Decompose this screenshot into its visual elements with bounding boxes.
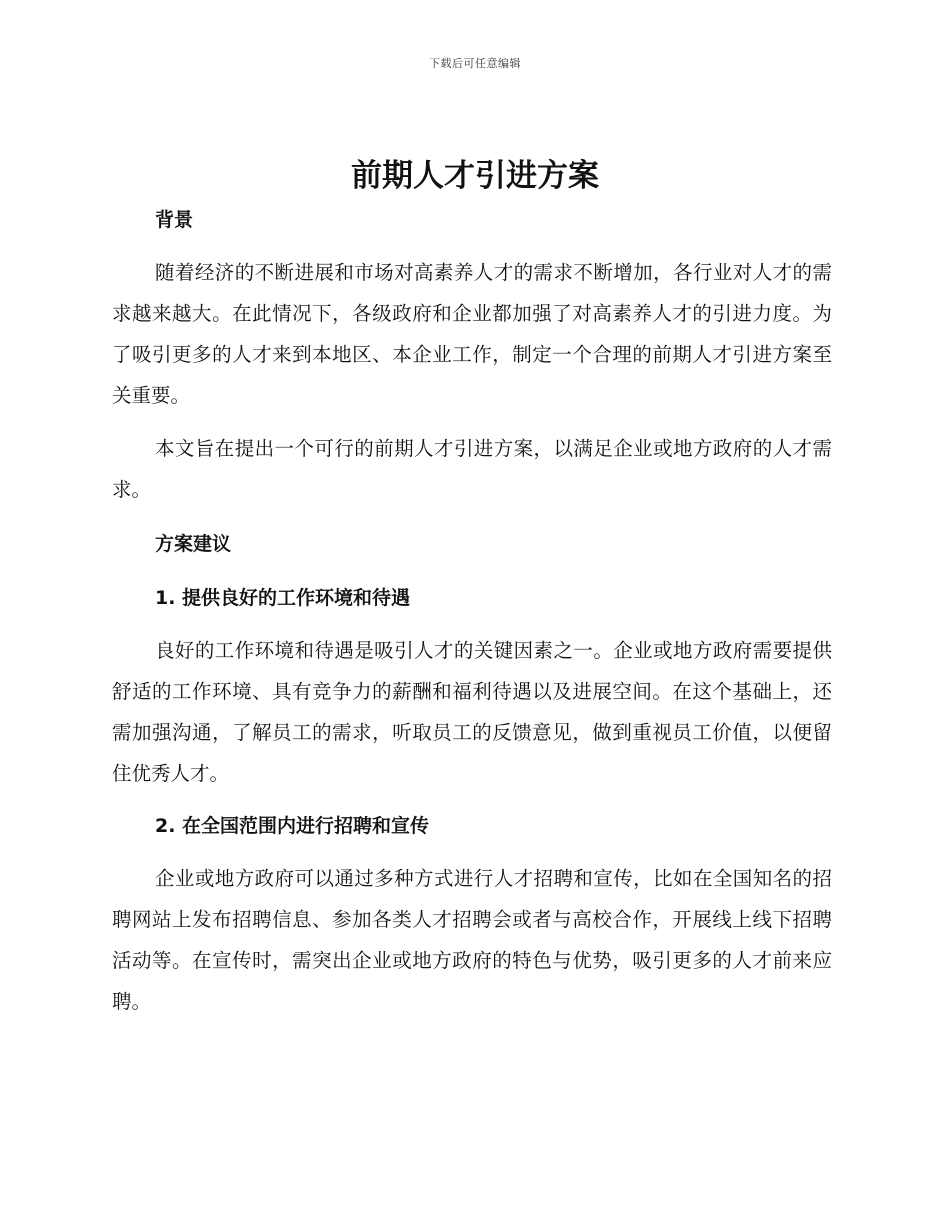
item-heading-2: 2. 在全国范围内进行招聘和宣传 bbox=[155, 815, 430, 837]
item-heading-1: 1. 提供良好的工作环境和待遇 bbox=[155, 587, 411, 609]
paragraph-background-1: 随着经济的不断进展和市场对高素养人才的需求不断增加，各行业对人才的需求越来越大。在此情况下，各级政府和企业都加强了对高素养人才的引进力度。为了吸引更多的人才来到本地区、本企业工作，制定一个合理的前期人才引进方案至关重要。 bbox=[112, 261, 832, 407]
paragraph-background-2: 本文旨在提出一个可行的前期人才引进方案，以满足企业或地方政府的人才需求。 bbox=[112, 437, 832, 501]
paragraph-item-1: 良好的工作环境和待遇是吸引人才的关键因素之一。企业或地方政府需要提供舒适的工作环境、具有竞争力的薪酬和福利待遇以及进展空间。在这个基础上，还需加强沟通，了解员工的需求，听取员工的反馈意见，做到重视员工价值，以便留住优秀人才。 bbox=[112, 639, 832, 785]
document-body bbox=[112, 200, 832, 1022]
section-heading-background: 背景 bbox=[155, 209, 194, 231]
document-title: 前期人才引进方案 bbox=[351, 158, 599, 194]
header-note: 下载后可任意编辑 bbox=[429, 57, 521, 70]
paragraph-item-2: 企业或地方政府可以通过多种方式进行人才招聘和宣传，比如在全国知名的招聘网站上发布招聘信息、参加各类人才招聘会或者与高校合作，开展线上线下招聘活动等。在宣传时，需突出企业或地方政府的特色与优势，吸引更多的人才前来应聘。 bbox=[112, 867, 832, 1013]
section-heading-proposal: 方案建议 bbox=[155, 533, 232, 555]
